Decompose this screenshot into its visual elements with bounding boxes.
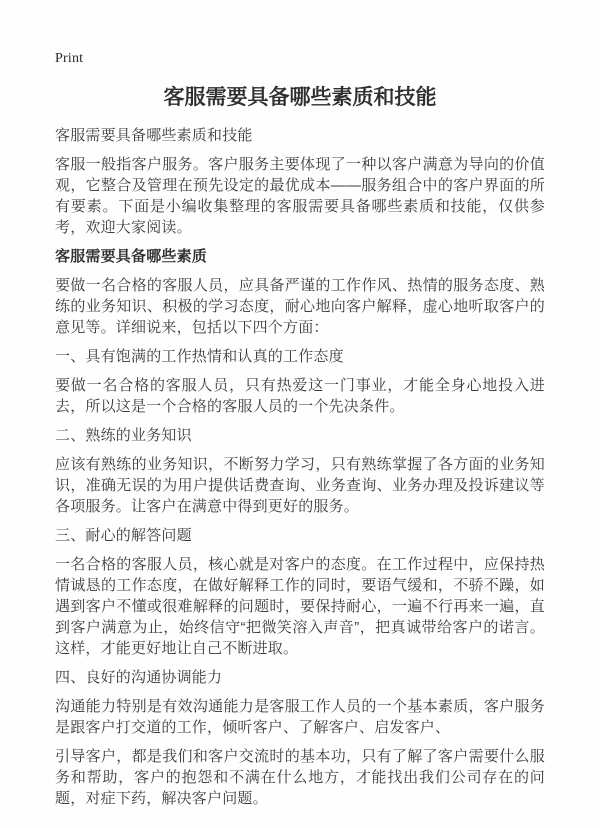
item-4-paragraph-2: 引导客户，都是我们和客户交流时的基本功，只有了解了客户需要什么服务和帮助，客户的抱怨和不满在什么地方，才能找出我们公司存在的问题，对症下药，解决客户问题。 xyxy=(55,748,545,807)
item-4-heading: 四、良好的沟通协调能力 xyxy=(55,669,223,686)
section-item-4 xyxy=(55,667,545,809)
item-4-paragraph-1: 沟通能力特别是有效沟通能力是客服工作人员的一个基本素质，客户服务是跟客户打交道的工作，倾听客户、了解客户、启发客户、 xyxy=(55,698,545,736)
section-item-3 xyxy=(55,525,545,659)
document-subtitle: 客服需要具备哪些素质和技能 xyxy=(55,127,253,144)
item-1-heading: 一、具有饱满的工作热情和认真的工作态度 xyxy=(55,348,344,365)
section-item-2 xyxy=(55,425,545,517)
print-link[interactable]: Print xyxy=(55,51,84,66)
section-title-qualities: 客服需要具备哪些素质 xyxy=(55,248,208,265)
item-2-heading: 二、熟练的业务知识 xyxy=(55,427,192,444)
item-2-paragraph: 应该有熟练的业务知识，不断努力学习，只有熟练掌握了各方面的业务知识，准确无误的为用户提供话费查询、业务查询、业务办理及投诉建议等各项服务。让客户在满意中得到更好的服务。 xyxy=(55,456,545,515)
item-3-heading: 三、耐心的解答问题 xyxy=(55,527,192,544)
page-title: 客服需要具备哪些素质和技能 xyxy=(163,86,437,109)
section-intro-paragraph: 要做一名合格的客服人员，应具备严谨的工作作风、热情的服务态度、熟练的业务知识、积极的学习态度，耐心地向客户解释，虚心地听取客户的意见等。详细说来，包括以下四个方面： xyxy=(55,277,545,336)
intro-paragraph: 客服一般指客户服务。客户服务主要体现了一种以客户满意为导向的价值观，它整合及管理在预先设定的最优成本——服务组合中的客户界面的所有要素。下面是小编收集整理的客服需要具备哪些素质和技能，仅供参考，欢迎大家阅读。 xyxy=(55,156,545,236)
item-1-paragraph: 要做一名合格的客服人员，只有热爱这一门事业，才能全身心地投入进去，所以这是一个合格的客服人员的一个先决条件。 xyxy=(55,377,545,415)
section-item-1 xyxy=(55,346,545,417)
item-3-paragraph: 一名合格的客服人员，核心就是对客户的态度。在工作过程中，应保持热情诚恳的工作态度，在做好解释工作的同时，要语气缓和，不骄不躁，如遇到客户不懂或很难解释的问题时，要保持耐心，一遍不行再来一遍，直到客户满意为止，始终信守“把微笑溶入声音”，把真诚带给客户的诺言。这样，才能更好地让自己不断进取。 xyxy=(55,556,545,657)
